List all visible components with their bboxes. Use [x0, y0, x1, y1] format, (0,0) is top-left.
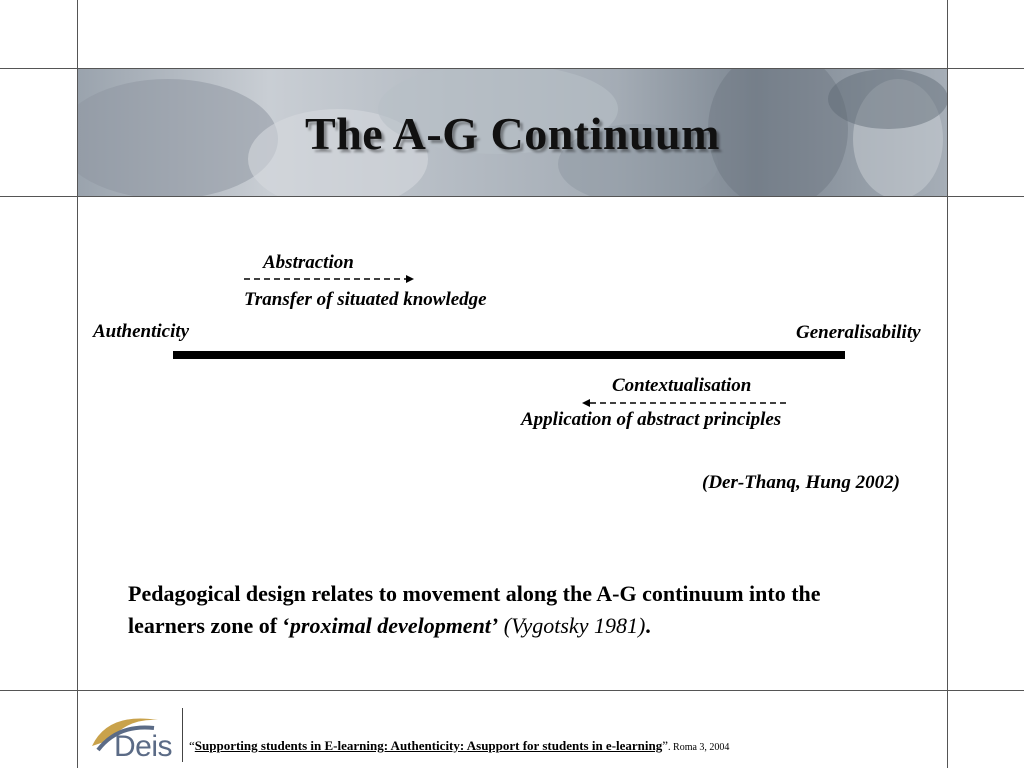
abstraction-label: Abstraction: [263, 252, 354, 273]
logo-text: Deis: [114, 730, 173, 763]
body-line-2-end: .: [645, 613, 651, 638]
contextualisation-label: Contextualisation: [612, 375, 752, 396]
slide-title: The A-G Continuum: [305, 108, 720, 159]
contextualisation-description: Application of abstract principles: [521, 409, 782, 430]
authenticity-label: Authenticity: [93, 321, 190, 342]
body-line-2: [128, 610, 948, 642]
body-reference: (Vygotsky 1981): [498, 613, 646, 638]
generalisability-label: Generalisability: [796, 322, 921, 343]
footer-close-quote: ”: [662, 738, 669, 753]
footer-caption: [189, 738, 729, 754]
logo-divider: [182, 708, 183, 762]
right-margin-line: [947, 0, 948, 768]
citation: (Der-Thanq, Hung 2002): [702, 472, 900, 493]
continuum-bar: [173, 351, 845, 359]
abstraction-arrow: [244, 273, 416, 285]
footer-title: Supporting students in E-learning: Authenticity: Asupport for students in e-learning: [194, 738, 663, 753]
abstraction-description: Transfer of situated knowledge: [244, 289, 487, 310]
body-paragraph: [128, 578, 948, 642]
body-line-2-prefix: learners zone of ‘: [128, 613, 290, 638]
banner-bottom-line: [0, 196, 1024, 197]
footer-open-quote: “: [189, 738, 195, 753]
title-banner: [78, 69, 947, 196]
footer-top-line: [0, 690, 1024, 691]
body-emphasis: proximal development’: [289, 613, 499, 638]
footer-event: . Roma 3, 2004: [668, 742, 730, 753]
body-line-1: Pedagogical design relates to movement along the A-G continuum into the: [128, 581, 821, 606]
contextualisation-arrow: [582, 397, 788, 409]
